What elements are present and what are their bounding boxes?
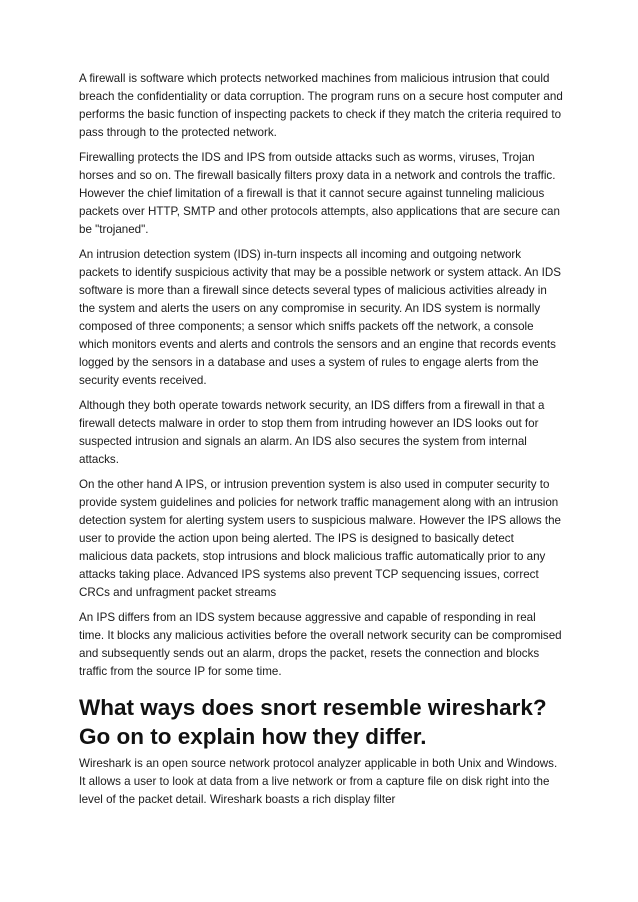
document-page — [79, 70, 563, 816]
paragraph-firewall-definition: A firewall is software which protects networked machines from malicious intrusion that could breach the confidentiality or data corruption. The program runs on a secure host computer and performs the basic function of inspecting packets to check if they match the criteria required to pass through to the protected network. — [79, 72, 563, 139]
paragraph-wireshark: Wireshark is an open source network protocol analyzer applicable in both Unix and Windows. It allows a user to look at data from a live network or from a capture file on disk right into the level of the packet detail. Wireshark boasts a rich display filter — [79, 757, 558, 806]
paragraph-ips-definition: On the other hand A IPS, or intrusion prevention system is also used in computer security to provide system guidelines and policies for network traffic management along with an intrusion detection system for alerting system users to suspicious malware. However the IPS allows the user to provide the action upon being alerted. The IPS is designed to basically detect malicious data packets, stop intrusions and block malicious traffic automatically prior to any attacks taking place. Advanced IPS systems also prevent TCP sequencing issues, correct CRCs and unfragment packet streams — [79, 478, 561, 599]
paragraph-ids-vs-firewall: Although they both operate towards network security, an IDS differs from a firewall in that a firewall detects malware in order to stop them from intruding however an IDS looks out for suspected intrusion and signals an alarm. An IDS also secures the system from internal attacks. — [79, 399, 545, 466]
section-heading: What ways does snort resemble wireshark? Go on to explain how they differ. — [79, 695, 547, 749]
paragraph-firewalling: Firewalling protects the IDS and IPS from outside attacks such as worms, viruses, Trojan horses and so on. The firewall basically filters proxy data in a network and controls the traffic. However the chief limitation of a firewall is that it cannot secure against tunneling malicious packets over HTTP, SMTP and other protocols attempts, also applications that are secure can be "trojaned". — [79, 151, 560, 236]
paragraph-ips-vs-ids: An IPS differs from an IDS system because aggressive and capable of responding in real time. It blocks any malicious activities before the overall network security can be compromised and subsequently sends out an alarm, drops the packet, resets the connection and blocks traffic from the source IP for some time. — [79, 611, 562, 678]
paragraph-ids-definition: An intrusion detection system (IDS) in-turn inspects all incoming and outgoing network packets to identify suspicious activity that may be a possible network or system attack. An IDS software is more than a firewall since detects several types of malicious activities already in the system and alerts the users on any compromise in security. An IDS system is normally composed of three components; a sensor which sniffs packets off the network, a console which monitors events and alerts and controls the sensors and an engine that records events logged by the sensors in a database and uses a system of rules to engage alerts from the security events received. — [79, 248, 562, 387]
